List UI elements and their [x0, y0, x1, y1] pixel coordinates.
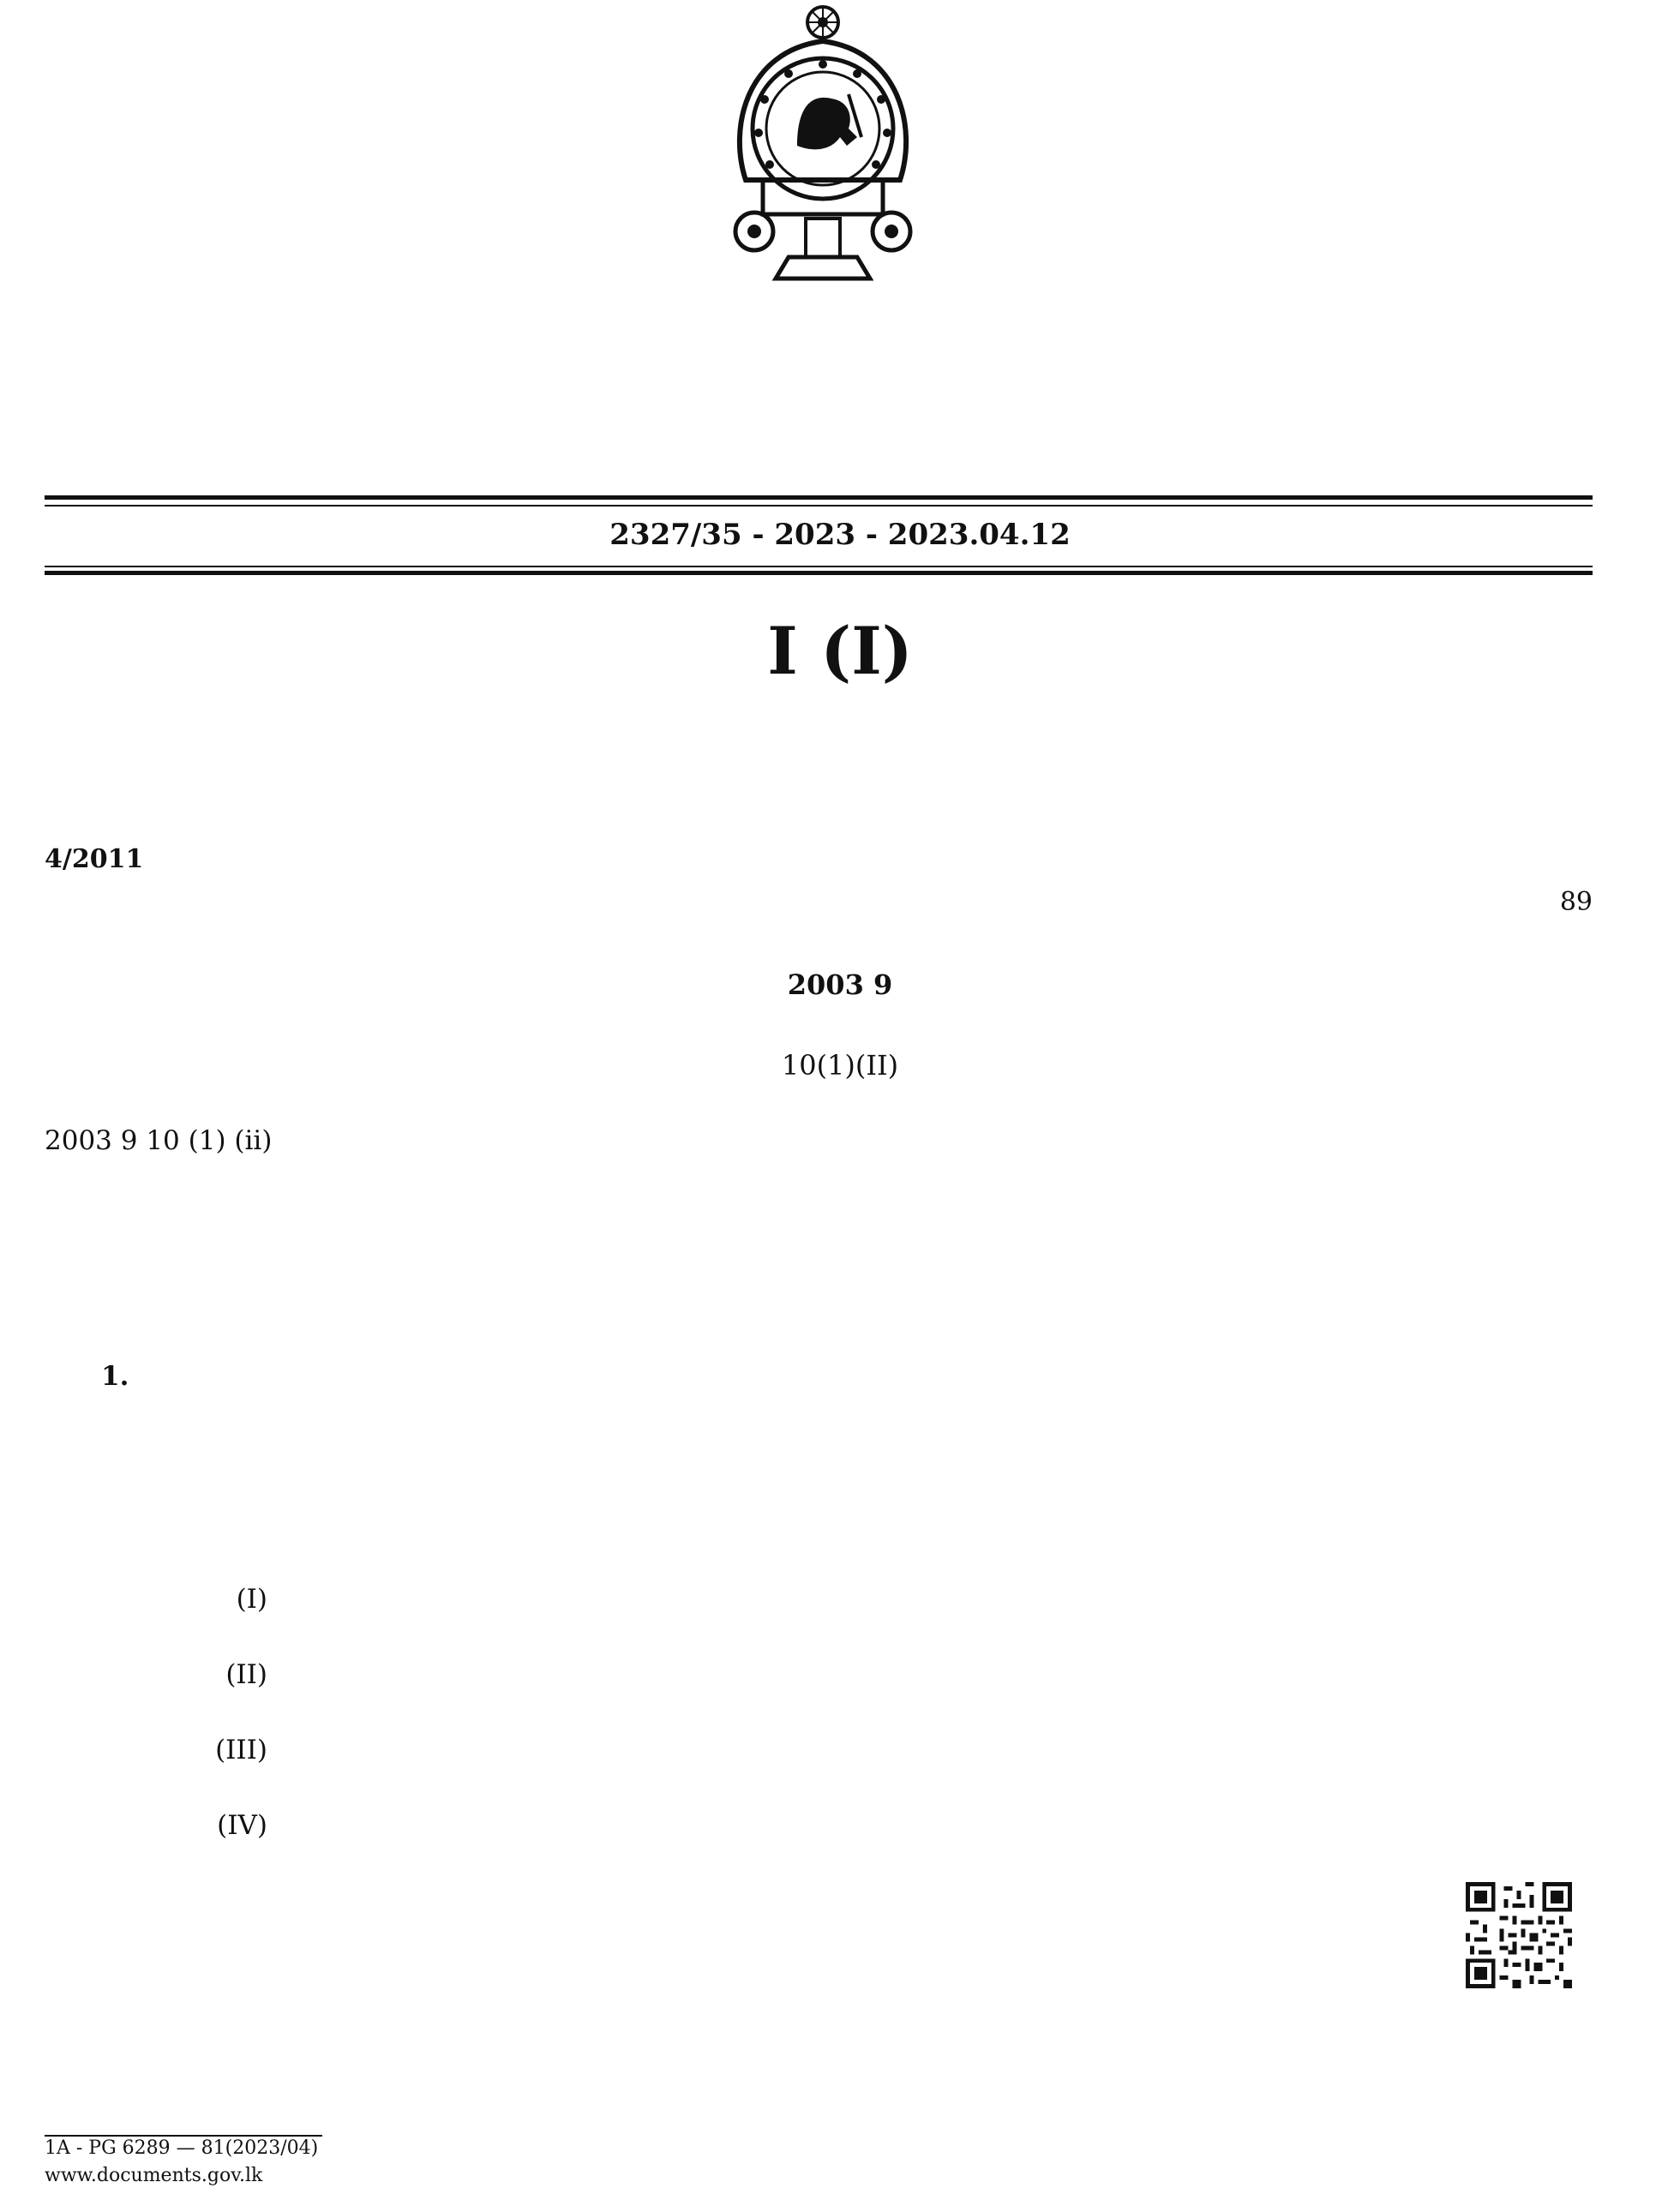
masthead-rule-thin [45, 505, 1593, 507]
qr-code-icon[interactable] [1466, 1882, 1572, 1988]
part-heading: I (I) [767, 613, 913, 689]
issue-rule-thick [45, 571, 1593, 575]
notice-title: 2003 9 [787, 968, 893, 1001]
sub-item-number: (II) [225, 1659, 267, 1690]
notice-subtitle: 10(1)(II) [781, 1049, 899, 1082]
footer-rule [45, 2135, 322, 2137]
sub-item-number: (I) [236, 1584, 267, 1615]
sub-item-number: (III) [215, 1735, 267, 1765]
print-code: 1A - PG 6289 — 81(2023/04) [45, 2137, 319, 2159]
item-number: 1. [101, 1361, 129, 1392]
sub-item-number: (IV) [217, 1810, 267, 1841]
issue-line: 2327/35 - 2023 - 2023.04.12 [609, 518, 1071, 552]
masthead-rule-thick [45, 495, 1593, 500]
reference-number: 4/2011 [45, 844, 144, 874]
sri-lanka-emblem-icon [711, 0, 934, 283]
intro-paragraph: 2003 9 10 (1) (ii) [45, 1125, 273, 1156]
regulation-number: 89 [1559, 887, 1593, 917]
download-note: www.documents.gov.lk [45, 2165, 263, 2186]
issue-rule-thin [45, 566, 1593, 567]
